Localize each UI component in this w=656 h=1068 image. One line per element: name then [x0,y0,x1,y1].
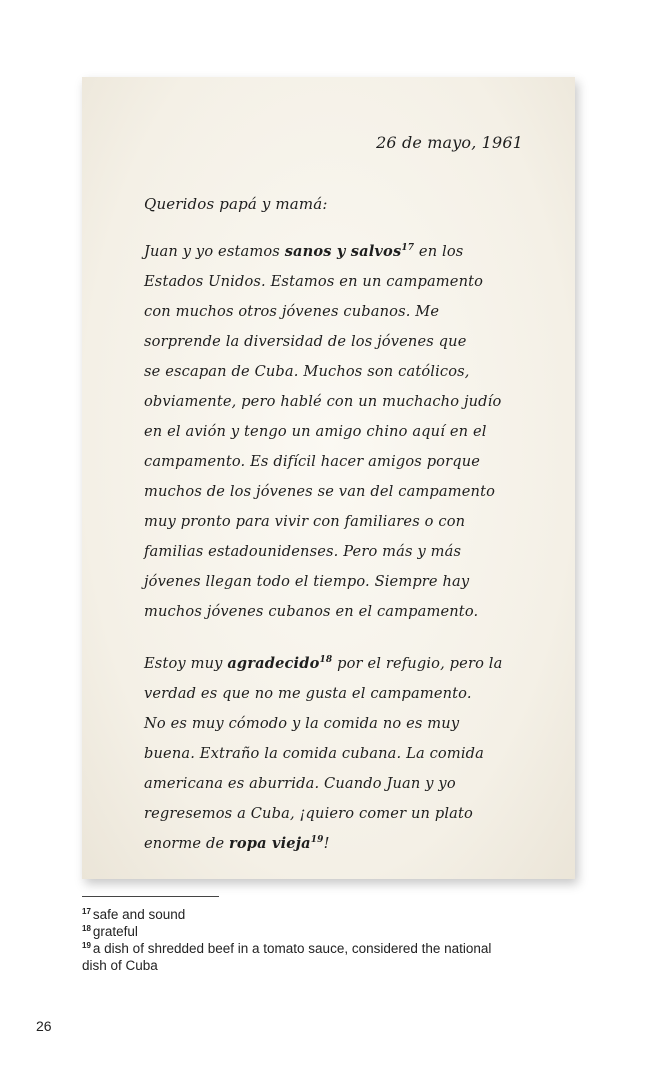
text-span: Estoy muy [144,655,228,672]
vocab-term-sanos-y-salvos: sanos y salvos [284,243,402,260]
text-span: ! [323,835,330,852]
text-line: obviamente, pero hablé con un muchacho judío [144,393,502,410]
text-line: muchos de los jóvenes se van del campamento [144,483,496,500]
footnotes [82,906,582,974]
vocab-term-agradecido: agradecido [227,655,320,672]
text-span: por el refugio, pero la [332,655,503,672]
footnote-number: 17 [82,907,91,916]
footnote-number: 18 [82,924,91,933]
footnote-19-continuation: dish of Cuba [82,958,158,973]
footnote-number: 19 [82,941,91,950]
footnote-ref-19: 19 [310,835,324,845]
footnote-text: a dish of shredded beef in a tomato sauce, considered the national [92,941,492,956]
letter-paragraph-2 [144,649,552,859]
text-line: con muchos otros jóvenes cubanos. Me [144,303,440,320]
text-line: familias estadounidenses. Pero más y más [144,543,462,560]
text-line: en el avión y tengo un amigo chino aquí en el [144,423,487,440]
footnote-divider [82,896,219,897]
letter-paragraph-1 [144,237,552,627]
text-span: en los [414,243,464,260]
text-line [144,649,552,679]
text-line: jóvenes llegan todo el tiempo. Siempre hay [144,573,470,590]
text-line [144,829,552,859]
footnote-text: grateful [92,924,138,939]
text-line: se escapan de Cuba. Muchos son católicos, [144,363,470,380]
letter-salutation: Queridos papá y mamá: [144,195,328,213]
footnote-17 [82,906,582,923]
text-line: muy pronto para vivir con familiares o con [144,513,466,530]
footnote-18 [82,923,582,940]
text-line: americana es aburrida. Cuando Juan y yo [144,775,456,792]
text-line: No es muy cómodo y la comida no es muy [144,715,460,732]
text-line: muchos jóvenes cubanos en el campamento. [144,603,479,620]
footnote-text: safe and sound [92,907,186,922]
text-line: Estados Unidos. Estamos en un campamento [144,273,484,290]
page-number: 26 [36,1018,52,1034]
letter-date: 26 de mayo, 1961 [376,133,523,152]
footnote-19 [82,940,582,957]
vocab-term-ropa-vieja: ropa vieja [229,835,311,852]
text-line: buena. Extraño la comida cubana. La comida [144,745,484,762]
text-line: verdad es que no me gusta el campamento. [144,685,472,702]
footnote-ref-17: 17 [401,243,415,253]
text-span: Juan y yo estamos [144,243,285,260]
footnote-ref-18: 18 [319,655,333,665]
text-line: campamento. Es difícil hacer amigos porque [144,453,481,470]
text-line: regresemos a Cuba, ¡quiero comer un plato [144,805,473,822]
text-span: enorme de [144,835,230,852]
text-line [144,237,552,267]
text-line: sorprende la diversidad de los jóvenes que [144,333,467,350]
letter-paper [82,77,575,879]
